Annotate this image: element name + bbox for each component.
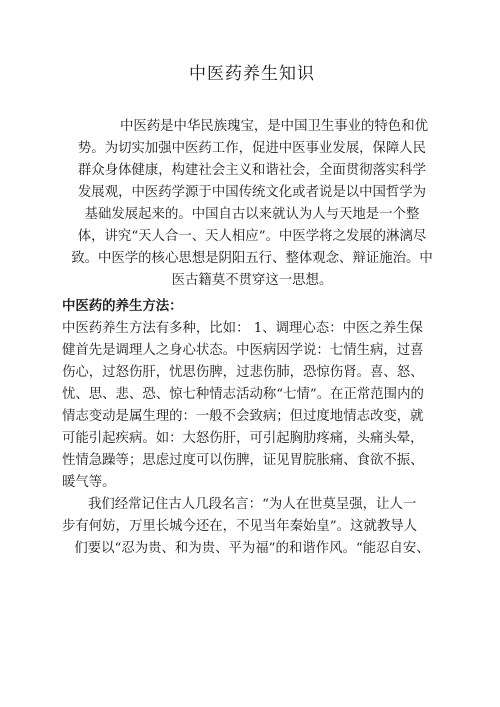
body-line: 健首先是调理人之身心状态。中医病因学说：七情生病，过喜 [62, 343, 424, 358]
intro-line: 体，讲究“天人合一、天人相应”。中医学将之发展的淋漓尽 [77, 229, 427, 244]
intro-line: 医古籍莫不贯穿这一思想。 [171, 273, 333, 288]
intro-paragraph [62, 116, 442, 292]
section-heading: 中医药的养生方法： [62, 299, 183, 314]
body-line: 暖气等。 [62, 475, 116, 490]
body-line: 性情急躁等；思虑过度可以伤脾，证见胃脘胀痛、食欲不振、 [62, 453, 424, 468]
intro-line: 基础发展起来的。中国自古以来就认为人与天地是一个整 [84, 207, 420, 222]
intro-line: 势。为切实加强中医药工作，促进中医事业发展，保障人民 [77, 141, 427, 156]
body-line: 中医药养生方法有多种，比如： 1、调理心态：中医之养生保 [62, 321, 423, 336]
body-line: 们要以“忍为贵、和为贵、平为福”的和谐作风。“能忍自安、 [74, 541, 430, 556]
body-line: 步有何妨，万里长城今还在，不见当年秦始皇”。这就教导人 [62, 519, 417, 534]
body-line: 可能引起疾病。如：大怒伤肝，可引起胸肋疼痛，头痛头晕， [62, 431, 424, 446]
intro-line: 群众身体健康，构建社会主义和谐社会，全面贯彻落实科学 [77, 163, 427, 178]
section-paragraph [62, 318, 442, 494]
body-line: 我们经常记住古人几段名言：“为人在世莫呈强，让人一 [88, 497, 417, 512]
document-title: 中医药养生知识 [189, 64, 315, 84]
body-line: 情志变动是属生理的：一般不会致病；但过度地情志改变，就 [62, 409, 424, 424]
intro-line: 发展观，中医药学源于中国传统文化或者说是以中国哲学为 [77, 185, 427, 200]
intro-line: 致。中医学的核心思想是阴阳五行、整体观念、辩证施治。中 [71, 251, 433, 266]
body-line: 伤心，过怒伤肝，忧思伤脾，过悲伤肺，恐惊伤肾。喜、怒、 [62, 365, 424, 380]
body-line: 忧、思、悲、恐、惊七种情志活动称“七情”。在正常范围内的 [62, 387, 424, 402]
closing-paragraph [62, 494, 442, 560]
intro-line: 中医药是中华民族瑰宝，是中国卫生事业的特色和优 [120, 119, 428, 134]
